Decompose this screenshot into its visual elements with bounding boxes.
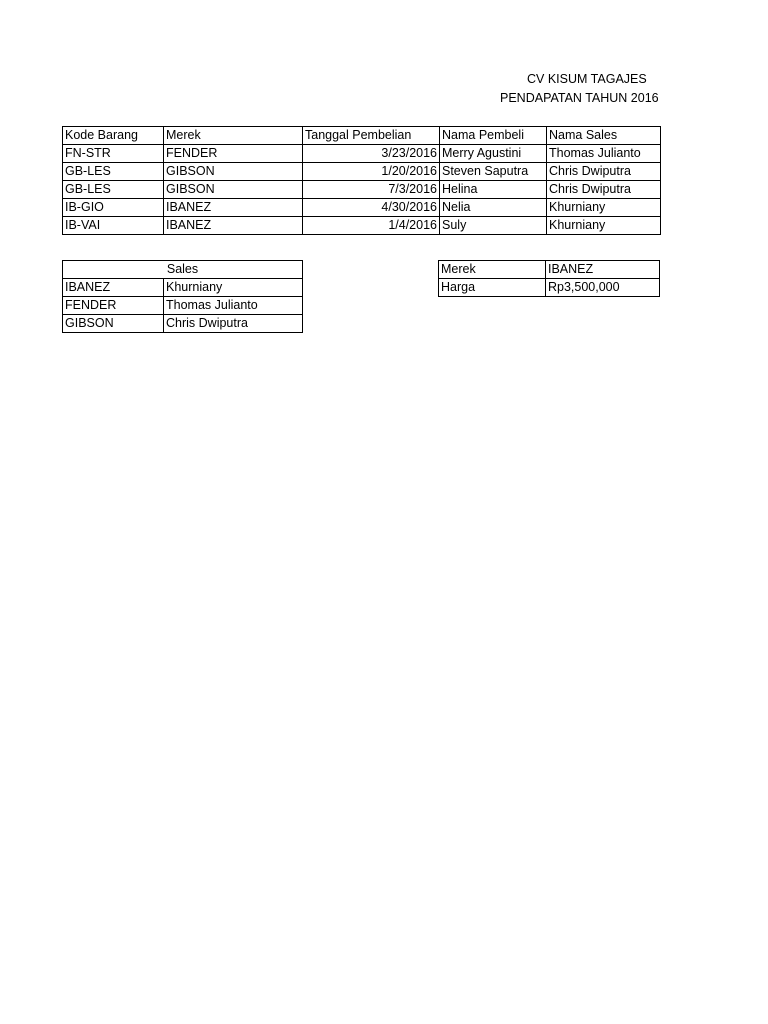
col-header-merek[interactable]: Merek [164, 127, 303, 145]
cell-merek-value[interactable]: IBANEZ [546, 261, 660, 279]
cell-harga-label[interactable]: Harga [439, 279, 546, 297]
purchases-table [62, 126, 661, 235]
col-header-kode-barang[interactable]: Kode Barang [63, 127, 164, 145]
cell-tanggal[interactable]: 4/30/2016 [303, 199, 440, 217]
cell-nama-pembeli[interactable]: Nelia [440, 199, 547, 217]
cell-nama-sales[interactable]: Chris Dwiputra [547, 181, 661, 199]
table-row [63, 279, 303, 297]
cell-merek[interactable]: IBANEZ [164, 199, 303, 217]
cell-brand[interactable]: IBANEZ [63, 279, 164, 297]
cell-salesperson[interactable]: Khurniany [164, 279, 303, 297]
cell-tanggal[interactable]: 3/23/2016 [303, 145, 440, 163]
cell-nama-sales[interactable]: Khurniany [547, 199, 661, 217]
table-row [439, 261, 660, 279]
cell-kode-barang[interactable]: GB-LES [63, 163, 164, 181]
table-row [439, 279, 660, 297]
cell-nama-pembeli[interactable]: Steven Saputra [440, 163, 547, 181]
table-row [63, 145, 661, 163]
cell-nama-pembeli[interactable]: Helina [440, 181, 547, 199]
cell-tanggal[interactable]: 7/3/2016 [303, 181, 440, 199]
purchases-header-row [63, 127, 661, 145]
cell-nama-sales[interactable]: Thomas Julianto [547, 145, 661, 163]
table-row [63, 163, 661, 181]
cell-salesperson[interactable]: Chris Dwiputra [164, 315, 303, 333]
cell-nama-sales[interactable]: Chris Dwiputra [547, 163, 661, 181]
cell-tanggal[interactable]: 1/4/2016 [303, 217, 440, 235]
sales-title-row [63, 261, 303, 279]
sales-table-title[interactable]: Sales [63, 261, 303, 279]
col-header-nama-sales[interactable]: Nama Sales [547, 127, 661, 145]
table-row [63, 315, 303, 333]
table-row [63, 217, 661, 235]
cell-salesperson[interactable]: Thomas Julianto [164, 297, 303, 315]
cell-merek[interactable]: GIBSON [164, 163, 303, 181]
col-header-tanggal-pembelian[interactable]: Tanggal Pembelian [303, 127, 440, 145]
cell-merek[interactable]: GIBSON [164, 181, 303, 199]
cell-nama-pembeli[interactable]: Merry Agustini [440, 145, 547, 163]
company-title: CV KISUM TAGAJES [527, 72, 647, 86]
col-header-nama-pembeli[interactable]: Nama Pembeli [440, 127, 547, 145]
cell-merek-label[interactable]: Merek [439, 261, 546, 279]
cell-tanggal[interactable]: 1/20/2016 [303, 163, 440, 181]
cell-kode-barang[interactable]: IB-GIO [63, 199, 164, 217]
table-row [63, 199, 661, 217]
table-row [63, 181, 661, 199]
cell-harga-value[interactable]: Rp3,500,000 [546, 279, 660, 297]
sales-lookup-table [62, 260, 303, 333]
cell-nama-sales[interactable]: Khurniany [547, 217, 661, 235]
cell-merek[interactable]: FENDER [164, 145, 303, 163]
report-subtitle: PENDAPATAN TAHUN 2016 [500, 91, 659, 105]
cell-merek[interactable]: IBANEZ [164, 217, 303, 235]
cell-brand[interactable]: GIBSON [63, 315, 164, 333]
cell-kode-barang[interactable]: IB-VAI [63, 217, 164, 235]
brand-price-table [438, 260, 660, 297]
cell-nama-pembeli[interactable]: Suly [440, 217, 547, 235]
cell-kode-barang[interactable]: FN-STR [63, 145, 164, 163]
cell-kode-barang[interactable]: GB-LES [63, 181, 164, 199]
table-row [63, 297, 303, 315]
cell-brand[interactable]: FENDER [63, 297, 164, 315]
